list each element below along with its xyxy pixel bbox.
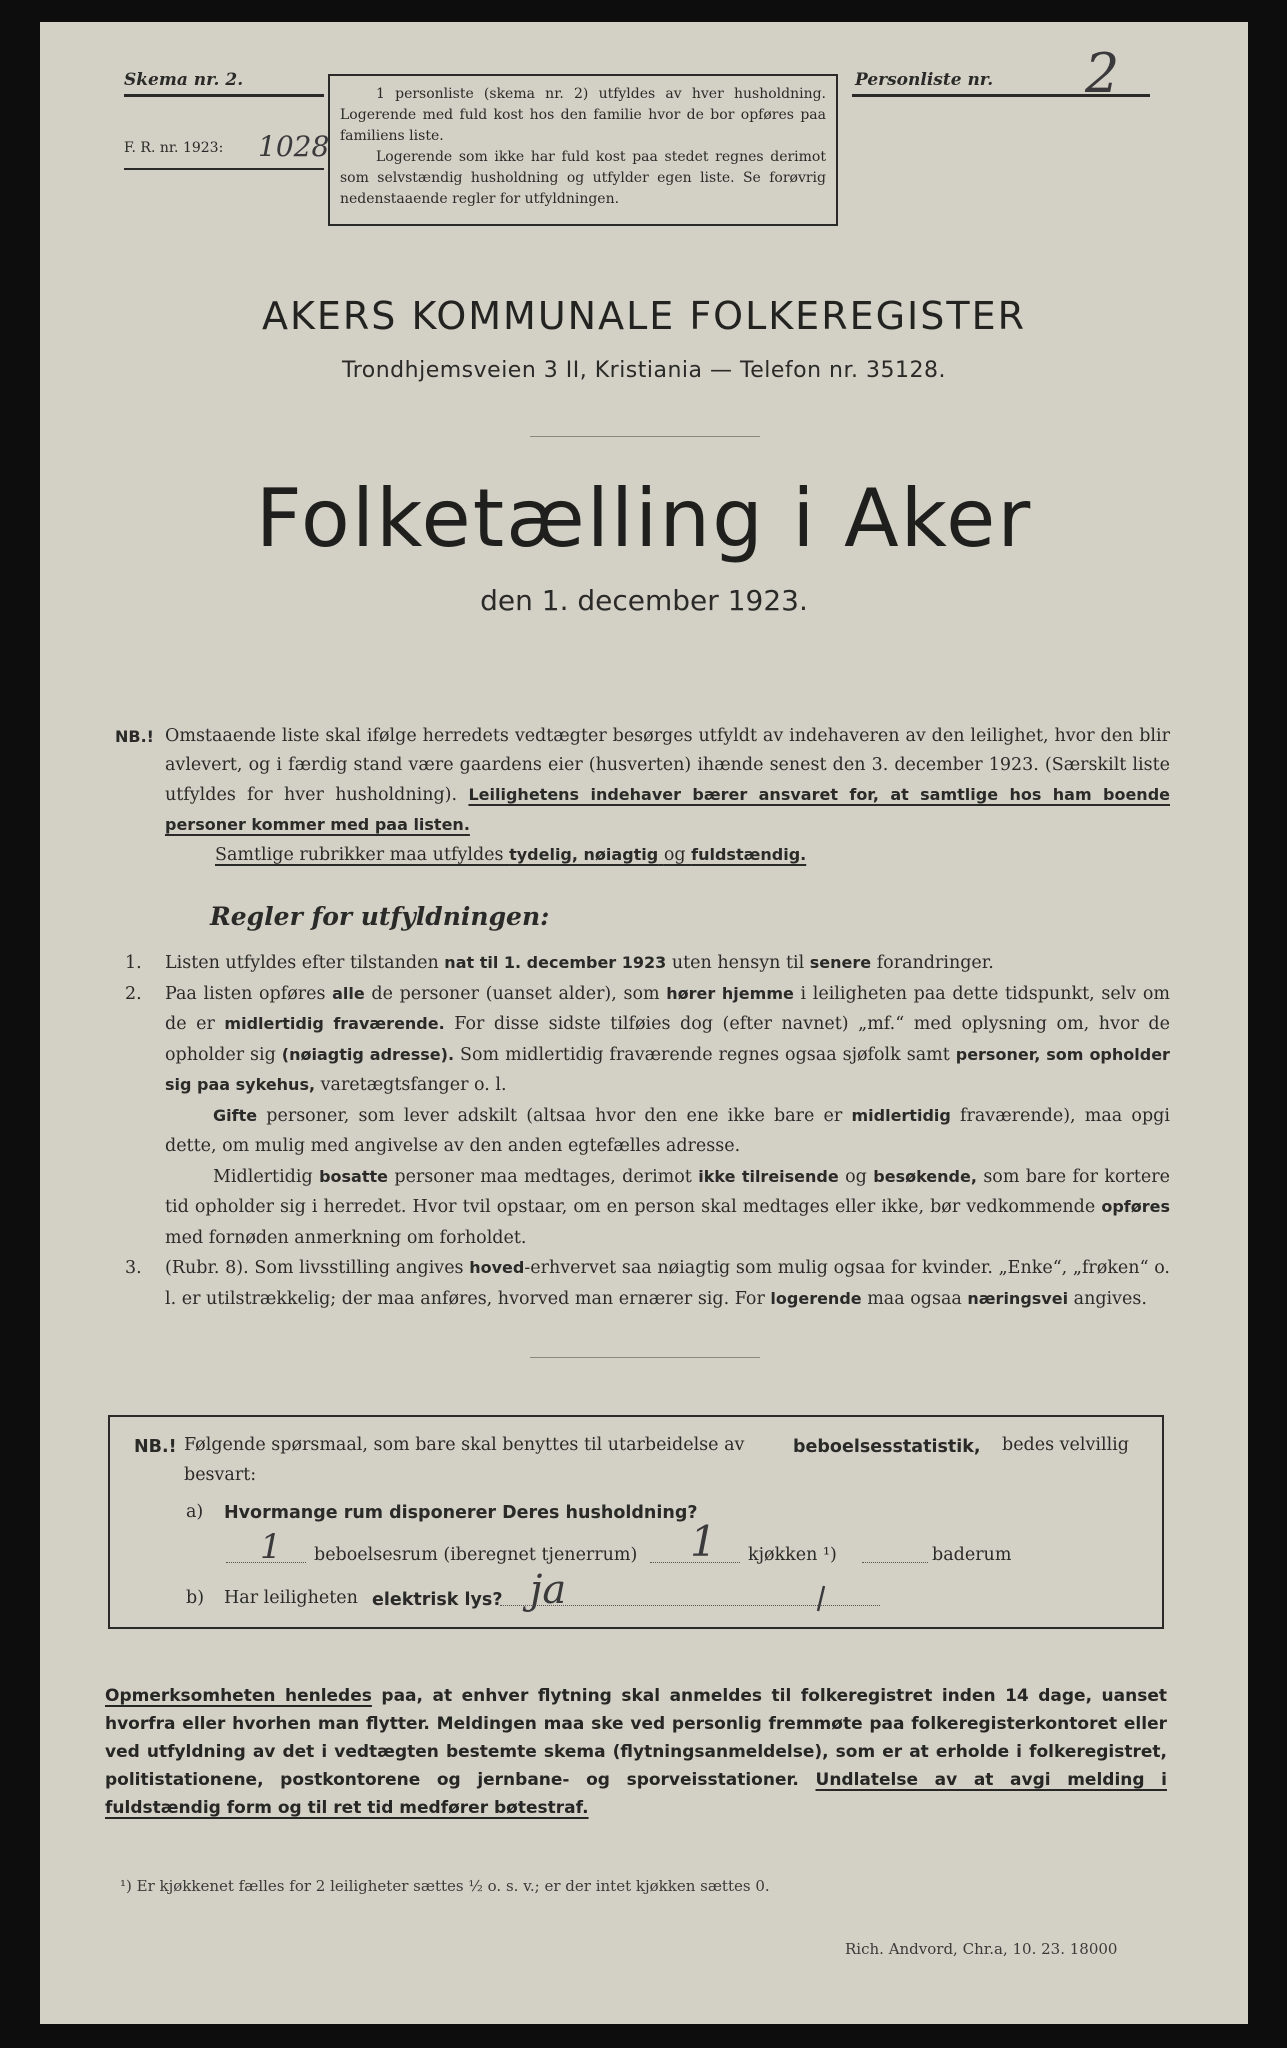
housing-questions-box [108, 1415, 1164, 1629]
rule-bold: næringsvei [967, 1288, 1069, 1308]
rule-text: uten hensyn til [671, 953, 805, 973]
rule-bold: hører hjemme [666, 983, 794, 1003]
rule-number: 1. [125, 953, 142, 973]
nb-line-c [215, 845, 806, 865]
rule-bold: bosatte [319, 1166, 388, 1186]
rule-text: (Rubr. 8). Som livsstilling angives [165, 1258, 464, 1278]
rule-bold: midlertidig fraværende. [224, 1014, 445, 1033]
question-b-text-a: Har leiligheten [224, 1588, 358, 1608]
rule-text: de personer (uanset alder), som [371, 983, 660, 1004]
rules-heading: Regler for utfyldningen: [210, 902, 550, 931]
rule-bold: besøkende, [873, 1166, 977, 1186]
qbox-nb-label: NB.! [134, 1437, 177, 1457]
rule-bold: logerende [770, 1288, 862, 1308]
qbox-intro-b: beboelsesstatistik, [793, 1437, 981, 1457]
rooms-handwritten: 1 [260, 1527, 282, 1567]
instructions-box [328, 74, 838, 226]
rule-text: varetægtsfanger o. l. [320, 1075, 507, 1095]
personliste-handwritten: 2 [1085, 42, 1120, 105]
rule-text: som bare for kortere tid opholder sig i herredet. Hvor tvil opstaar, om en person skal medtages eller ikke, bør vedkommende [165, 1166, 1170, 1217]
rule-bold: personer, som opholder sig paa sykehus, [165, 1044, 1170, 1094]
rule-text: personer maa medtages, derimot [394, 1166, 692, 1187]
bath-dotted-line [862, 1562, 928, 1563]
rule-text: Paa listen opføres [165, 983, 326, 1004]
nb-text-c1: Samtlige rubrikker maa utfyldes [215, 845, 504, 865]
rule-bold: Gifte [213, 1105, 258, 1125]
skema-number: Skema nr. 2. [124, 70, 244, 90]
address-line: Trondhjemsveien 3 II, Kristiania — Telefon nr. 35128. [342, 358, 946, 383]
rule-bold: hoved [469, 1258, 525, 1277]
census-form-sheet [40, 22, 1248, 2024]
rule-3 [115, 1253, 1170, 1314]
question-a-text: Hvormange rum disponerer Deres husholdning? [224, 1503, 698, 1523]
electric-handwritten: ja [530, 1567, 567, 1613]
checkmark-stroke-icon [814, 1583, 828, 1613]
nb-text-c2: tydelig, nøiagtig [509, 845, 659, 864]
question-b-label: b) [186, 1588, 205, 1608]
rule-number: 3. [125, 1258, 142, 1278]
rule-text: Listen utfyldes efter tilstanden [165, 953, 439, 973]
organization-title: AKERS KOMMUNALE FOLKEREGISTER [261, 294, 1027, 338]
rule-text: Som midlertidig fraværende regnes ogsaa sjøfolk samt [460, 1044, 950, 1065]
printer-imprint: Rich. Andvord, Chr.a, 10. 23. 18000 [845, 1940, 1118, 1958]
divider-top [530, 436, 760, 437]
rule-bold: nat til 1. december 1923 [444, 953, 667, 972]
nb-text-a: Omstaaende liste skal ifølge herredets vedtægter besørges utfyldt av indehaveren av den leilighet, hvor den blir avlevert, og i færdig stand være gaardens eier (husverten) ihænde senest den 3. december 1923. (Særskilt liste utfyldes for hver husholdning). [165, 726, 1170, 805]
rule-1 [115, 948, 1170, 979]
rule-text: fraværende), maa opgi dette, om mulig med angivelse av den anden egtefælles adresse. [165, 1105, 1170, 1156]
footnote: ¹) Er kjøkkenet fælles for 2 leiligheter sættes ½ o. s. v.; er der intet kjøkken sættes 0. [120, 1877, 770, 1895]
rule-text: -erhvervet saa nøiagtig som mulig ogsaa for kvinder. „Enke“, „frøken“ o. l. er utilstrækkelig; der maa anføres, hvorved man ernærer sig. For [165, 1258, 1170, 1309]
nb-text-c4: fuldstændig. [691, 845, 807, 864]
notice-underlined-start: Opmerksomheten henledes [105, 1686, 372, 1706]
nb-label: NB.! [115, 727, 154, 746]
kitchen-label: kjøkken ¹) [748, 1545, 837, 1565]
question-b-text-b: elektrisk lys? [372, 1590, 503, 1610]
question-a-label: a) [186, 1502, 204, 1522]
rule-bold: senere [809, 953, 872, 972]
nb-notice [115, 722, 1170, 870]
instructions-para-2: Logerende som ikke har fuld kost paa stedet regnes derimot som selvstændig husholdning og utfylder egen liste. Se forøvrig nedenstaaende regler for utfyldningen. [340, 149, 826, 207]
qbox-intro-a: Følgende spørsmaal, som bare skal benyttes til utarbeidelse av [184, 1435, 745, 1455]
rules-list [115, 948, 1170, 1314]
nb-text-responsibility: Leilighetens indehaver bærer ansvaret for, at samtlige hos ham boende personer kommer med paa listen. [165, 785, 1170, 834]
qbox-intro-c: bedes velvillig [1002, 1435, 1129, 1455]
census-date: den 1. december 1923. [480, 584, 808, 617]
rule-text: med fornøden anmerkning om forholdet. [165, 1227, 527, 1248]
fr-number-handwritten: 1028 [258, 130, 330, 163]
rule-bold: midlertidig [851, 1105, 951, 1125]
rule-number: 2. [125, 983, 142, 1004]
divider-middle [530, 1357, 760, 1358]
bath-label: baderum [932, 1545, 1012, 1565]
personliste-label: Personliste nr. [855, 70, 994, 90]
rule-text: i leiligheten paa dette tidspunkt, selv om de er [165, 983, 1170, 1034]
notice-penalty: Undlatelse av at avgi melding i fuldstændig form og til ret tid medfører bøtestraf. [105, 1770, 1167, 1818]
rule-bold: opføres [1101, 1197, 1170, 1216]
fr-rule [124, 168, 324, 170]
rule-bold: alle [332, 983, 365, 1003]
rule-bold: (nøiagtig adresse). [281, 1044, 455, 1064]
rule-2 [115, 979, 1170, 1254]
kitchen-handwritten: 1 [690, 1517, 717, 1566]
rule-text: For disse sidste tilføies dog (efter navnet) „mf.“ med oplysning om, hvor de opholder sig [165, 1014, 1170, 1065]
rule-text: angives. [1073, 1288, 1147, 1309]
fr-number-label: F. R. nr. 1923: [124, 140, 224, 156]
rule-text: maa ogsaa [867, 1288, 962, 1309]
rule-bold: ikke tilreisende [698, 1166, 839, 1186]
rule-text: personer, som lever adskilt (altsaa hvor den ene ikke bare er [266, 1105, 843, 1126]
moving-notice [105, 1682, 1167, 1822]
nb-text-c3: og [663, 845, 686, 865]
qbox-intro-d: besvart: [184, 1465, 257, 1485]
skema-rule [124, 94, 324, 97]
rule-text: Midlertidig [213, 1166, 313, 1187]
instructions-para-1: 1 personliste (skema nr. 2) utfyldes av hver husholdning. Logerende med fuld kost hos den familie hvor de bor opføres paa familiens liste. [340, 86, 826, 144]
main-title: Folketælling i Aker [255, 472, 1033, 565]
rule-text: og [845, 1166, 867, 1187]
notice-text: paa, at enhver flytning skal anmeldes til folkeregistret inden 14 dage, uanset hvorfra eller hvorhen man flytter. Meldingen maa ske ved personlig fremmøte paa folkeregisterkontoret eller ved utfyldning av det i vedtægten bestemte skema (flytningsanmeldelse), som er at erholde i folkeregistret, politistationene, postkontorene og jernbane- og sporveisstationer. [105, 1686, 1168, 1790]
rooms-label: beboelsesrum (iberegnet tjenerrum) [314, 1545, 638, 1565]
rule-text: forandringer. [876, 953, 994, 973]
